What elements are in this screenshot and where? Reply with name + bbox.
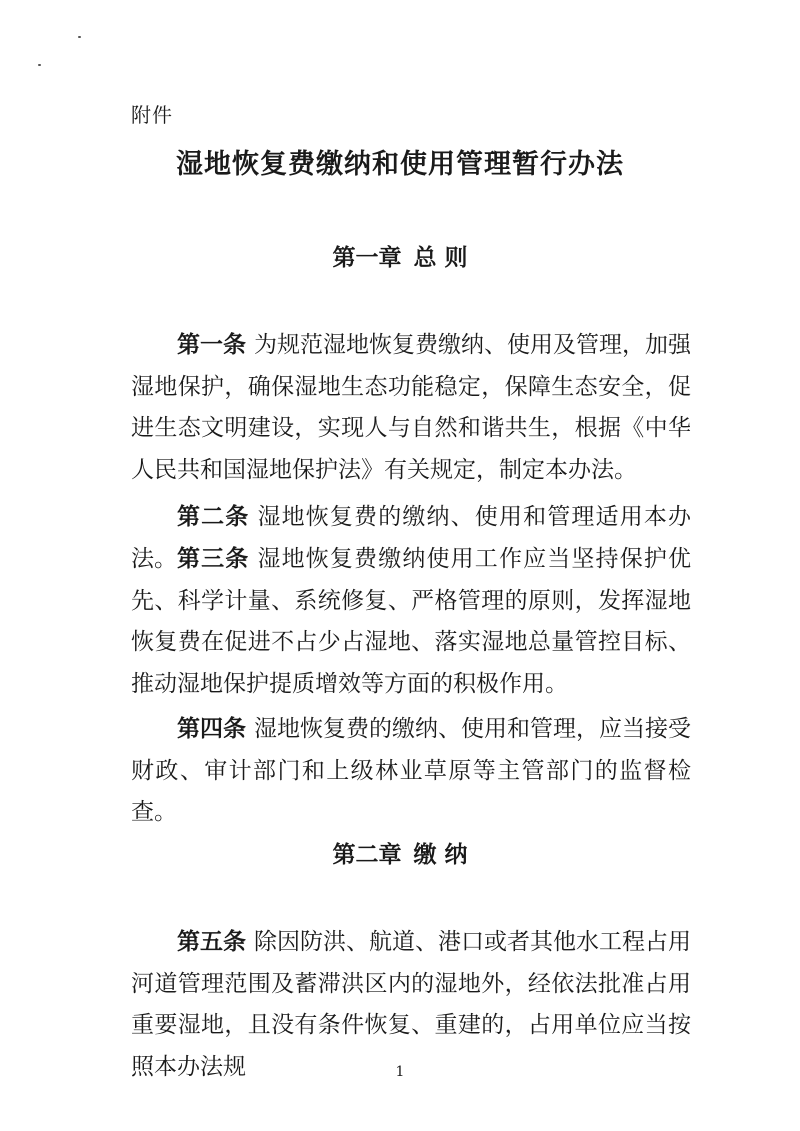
attachment-label: 附件 [131, 103, 173, 127]
article-label: 第一条 [177, 331, 246, 358]
article-text: 湿地恢复费的缴纳、使用和管理，应当接受财政、审计部门和上级林业草原等主管部门的监督检查。 [131, 716, 691, 825]
article-label: 第二条 [177, 503, 250, 530]
chapter-heading-1 [0, 241, 800, 275]
article-text: 除因防洪、航道、港口或者其他水工程占用河道管理范围及蓄滞洪区内的湿地外，经依法批准占用重要湿地，且没有条件恢复、重建的，占用单位应当按照本办法规 [131, 929, 691, 1080]
chapter-name: 总 则 [413, 244, 468, 271]
chapter-number: 第二章 [332, 841, 402, 868]
chapter-heading-2 [0, 838, 800, 872]
article-text: 湿地恢复费缴纳使用工作应当坚持保护优先、科学计量、系统修复、严格管理的原则，发挥湿地恢复费在促进不占少占湿地、落实湿地总量管控目标、推动湿地保护提质增效等方面的积极作用。 [131, 546, 692, 697]
chapter-number: 第一章 [332, 244, 402, 271]
article-label: 第三条 [177, 545, 250, 572]
article-4 [131, 708, 691, 834]
article-label: 第五条 [177, 928, 246, 955]
article-3 [131, 538, 691, 705]
scan-speck [38, 64, 41, 66]
scan-speck [78, 36, 81, 38]
article-text: 为规范湿地恢复费缴纳、使用及管理，加强湿地保护，确保湿地生态功能稳定，保障生态安全，促进生态文明建设，实现人与自然和谐共生，根据《中华人民共和国湿地保护法》有关规定，制定本办法。 [131, 332, 691, 483]
article-1 [131, 324, 691, 491]
article-label: 第四条 [177, 715, 246, 742]
article-text: 湿地恢复费的缴纳、使用和管理适用本办法。 [131, 504, 692, 572]
page-number: 1 [395, 1064, 405, 1080]
document-title: 湿地恢复费缴纳和使用管理暂行办法 [176, 149, 624, 180]
chapter-name: 缴 纳 [413, 841, 468, 868]
